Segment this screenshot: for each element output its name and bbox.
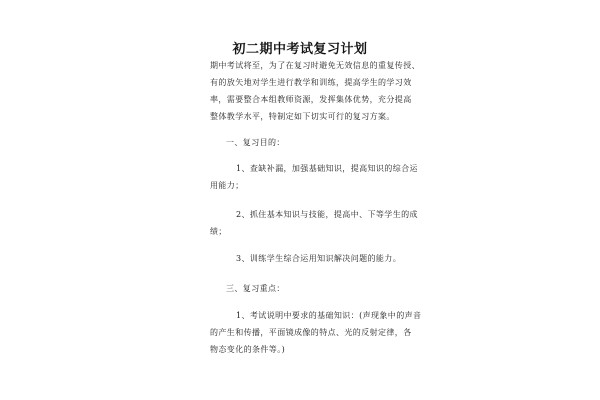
section-heading-key-points: 三、复习重点：	[226, 284, 285, 293]
item-4-line-1: 1、考试说明中要求的基础知识：(声现象中的声音	[236, 311, 422, 320]
item-2-line-1: 2、抓住基本知识与技能，提高中、下等学生的成	[236, 210, 418, 219]
intro-line-1: 期中考试将至，为了在复习时避免无效信息的重复传授、	[210, 61, 420, 70]
section-heading-purpose: 一、复习目的：	[226, 138, 285, 147]
intro-line-3: 率，需要整合本组教师资源，发挥集体优势，充分提高	[210, 95, 412, 104]
item-4-line-3: 物态变化的条件等。)	[210, 345, 286, 354]
item-3-line-1: 3、训练学生综合运用知识解决问题的能力。	[236, 254, 402, 263]
item-4-line-2: 的产生和传播，平面镜成像的特点、光的反射定律，各	[210, 328, 412, 337]
intro-line-2: 有的放矢地对学生进行教学和训练，提高学生的学习效	[210, 78, 412, 87]
intro-line-4: 整体教学水平，特制定如下切实可行的复习方案。	[210, 112, 395, 121]
item-2-line-2: 绩；	[210, 227, 227, 236]
item-1-line-2: 用能力；	[210, 181, 244, 190]
item-1-line-1: 1、查缺补漏，加强基础知识，提高知识的综合运	[236, 164, 418, 173]
document-title: 初二期中考试复习计划	[232, 42, 368, 57]
